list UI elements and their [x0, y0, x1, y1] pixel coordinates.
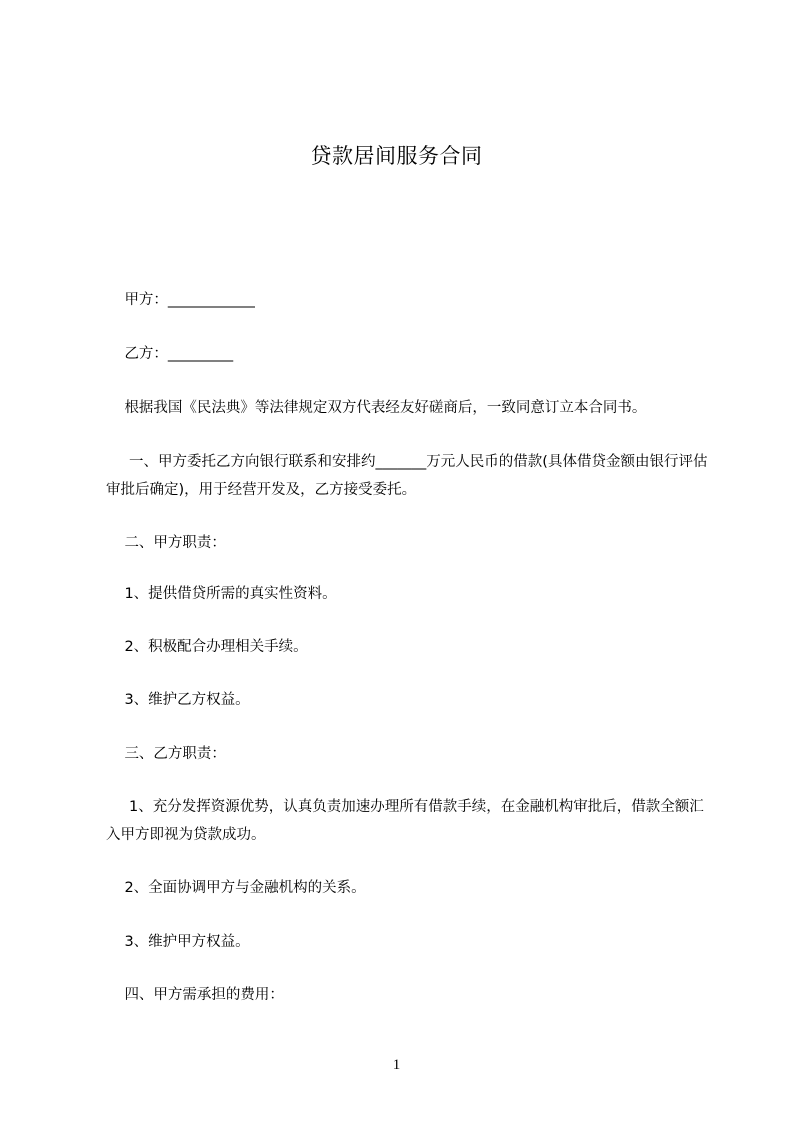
party-b-line: 乙方：_________ [106, 346, 234, 362]
section-3-item-1: 1、充分发挥资源优势，认真负责加速办理所有借款手续，在金融机构审批后，借款全额汇入甲方即视为贷款成功。 [106, 799, 704, 843]
preamble-paragraph: 根据我国《民法典》等法律规定双方代表经友好磋商后，一致同意订立本合同书。 [106, 400, 647, 416]
document-title: 贷款居间服务合同 [310, 144, 483, 168]
section-2-item-2: 2、积极配合办理相关手续。 [106, 639, 308, 655]
section-3-item-3: 3、维护甲方权益。 [106, 934, 250, 950]
section-2-item-3: 3、维护乙方权益。 [106, 692, 250, 708]
party-a-line: 甲方：____________ [106, 292, 255, 308]
section-3-heading: 三、乙方职责： [106, 746, 226, 762]
section-2-item-1: 1、提供借贷所需的真实性资料。 [106, 586, 337, 602]
section-4-heading: 四、甲方需承担的费用： [106, 987, 284, 1003]
clause-1-paragraph: 一、甲方委托乙方向银行联系和安排约_______万元人民币的借款(具体借贷金额由银行评估审批后确定)，用于经营开发及，乙方接受委托。 [106, 454, 708, 498]
section-2-heading: 二、甲方职责： [106, 535, 226, 551]
page-number: 1 [392, 1057, 401, 1073]
section-3-item-2: 2、全面协调甲方与金融机构的关系。 [106, 880, 366, 896]
